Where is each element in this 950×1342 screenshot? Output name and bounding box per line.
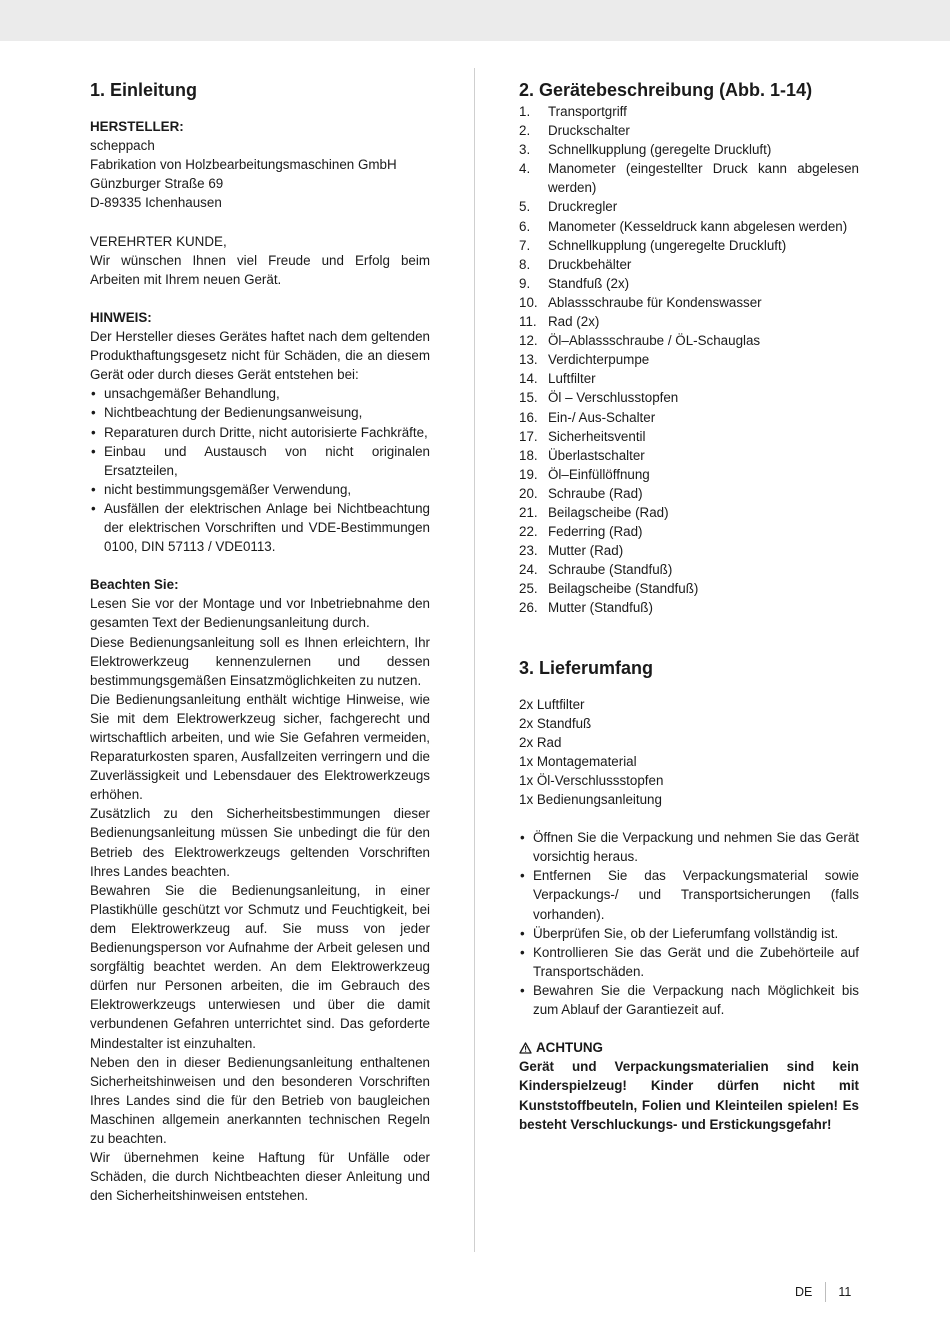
list-item: • Öffnen Sie die Verpackung und nehmen Sie das Gerät vorsichtig heraus. [520, 830, 859, 865]
list-item: 17. Sicherheitsventil [519, 428, 646, 444]
list-item: 2x Luftfilter [519, 696, 585, 712]
warning-text: Gerät und Verpackungsmaterialien sind kein Kinderspielzeug! Kinder dürfen nicht mit Kunststoffbeuteln, Folien und Kleinteilen spielen! Es besteht Verschluckungs- und Erstickungsgefahr! [519, 1059, 859, 1132]
language-code: DE [795, 1285, 813, 1299]
customer-text: Wir wünschen Ihnen viel Freude und Erfolg beim Arbeiten mit Ihrem neuen Gerät. [90, 252, 430, 287]
list-item: • Ausfällen der elektrischen Anlage bei Nichtbeachtung der elektrischen Vorschriften und VDE-Bestimmungen 0100, DIN 57113 / VDE0113. [91, 500, 430, 555]
paragraph: Bewahren Sie die Bedienungsanleitung, in einer Plastikhülle geschützt vor Schmutz und Feuchtigkeit, bei dem Elektrowerkzeug auf. Sie muss von jeder Bedienungsperson vor Aufnahme der Arbeit gelesen und sorgfältig beachtet werden. An dem Elektrowerkzeug dürfen nur Personen arbeiten, die im Gebrauch des Elektrowerkzeugs unterwiesen und über die damit verbundenen Gefahren unterrichtet sind. Das geforderte Mindestalter ist einzuhalten. [90, 882, 430, 1051]
warning-triangle-icon [519, 1042, 532, 1054]
manufacturer-block [90, 117, 430, 212]
list-item: 1x Öl-Verschlussstopfen [519, 772, 664, 788]
manufacturer-line: D-89335 Ichenhausen [90, 195, 222, 211]
parts-list [519, 102, 859, 618]
list-item: 4. Manometer (eingestellter Druck kann abgelesen werden) [519, 161, 859, 196]
list-item: 1. Transportgriff [519, 104, 627, 119]
top-bar [0, 0, 950, 41]
list-item: 23. Mutter (Rad) [519, 543, 624, 559]
list-item: • Entfernen Sie das Verpackungsmaterial sowie Verpackungs-/ und Transportsicherungen (falls vorhanden). [520, 868, 859, 922]
list-item: • Bewahren Sie die Verpackung nach Möglichkeit bis zum Ablauf der Garantiezeit auf. [520, 982, 859, 1018]
section-title-device-description: 2. Gerätebeschreibung (Abb. 1-14) [519, 80, 813, 100]
list-item: 3. Schnellkupplung (geregelte Druckluft) [519, 142, 772, 158]
list-item: 19. Öl–Einfüllöffnung [519, 466, 650, 482]
list-item: 24. Schraube (Standfuß) [519, 562, 673, 578]
section-title-delivery-scope: 3. Lieferumfang [519, 657, 654, 678]
list-item: 13. Verdichterpumpe [519, 352, 650, 368]
paragraph: Neben den in dieser Bedienungsanleitung enthaltenen Sicherheitshinweisen und den besonderen Vorschriften Ihres Landes sind die für den Betrieb von baugleichen Maschinen allgemein anerkannten technischen Regeln zu beachten. [90, 1054, 430, 1146]
list-item: 2. Druckschalter [519, 123, 630, 139]
notice-label: HINWEIS: [90, 309, 152, 325]
footer-separator [825, 1282, 826, 1302]
list-item: 5. Druckregler [519, 199, 618, 215]
list-item: • Reparaturen durch Dritte, nicht autorisierte Fachkräfte, [91, 424, 428, 440]
manufacturer-line: Fabrikation von Holzbearbeitungsmaschinen GmbH [90, 157, 397, 173]
list-item: 12. Öl–Ablassschraube / ÖL-Schauglas [519, 333, 761, 349]
warning-heading [519, 1038, 859, 1057]
list-item: 25. Beilagscheibe (Standfuß) [519, 581, 699, 597]
right-column [519, 78, 859, 1134]
paragraph: Die Bedienungsanleitung enthält wichtige Hinweise, wie Sie mit dem Elektrowerkzeug sicher, fachgerecht und wirtschaftlich arbeiten, und wie Sie Gefahren vermeiden, Reparaturkosten sparen, Ausfallzeiten verringern und die Zuverlässigkeit und Lebensdauer des Elektrowerkzeugs erhöhen. [90, 691, 430, 803]
customer-label: VEREHRTER KUNDE, [90, 233, 227, 249]
manufacturer-line: scheppach [90, 138, 155, 154]
list-item: • unsachgemäßer Behandlung, [91, 386, 280, 402]
left-column [90, 78, 430, 1205]
list-item: 9. Standfuß (2x) [519, 275, 630, 291]
list-item: 15. Öl – Verschlusstopfen [519, 390, 679, 406]
customer-block [90, 232, 430, 289]
list-item: 16. Ein-/ Aus-Schalter [519, 409, 656, 425]
list-item: • Überprüfen Sie, ob der Lieferumfang vollständig ist. [520, 925, 839, 941]
list-item: 22. Federring (Rad) [519, 524, 643, 540]
list-item: 1x Bedienungsanleitung [519, 792, 662, 807]
notice-block [90, 308, 430, 556]
section-title-introduction: 1. Einleitung [90, 80, 198, 100]
attention-block [90, 575, 430, 1205]
paragraph: Wir übernehmen keine Haftung für Unfälle oder Schäden, die durch Nichtbeachten dieser Anleitung und den Sicherheitshinweisen entstehen. [90, 1150, 430, 1204]
delivery-items [519, 695, 859, 810]
notice-text: Der Hersteller dieses Gerätes haftet nach dem geltenden Produkthaftungsgesetz nicht für Schäden, die an diesem Gerät oder durch dieses Gerät entstehen bei: [90, 329, 430, 383]
list-item: • Nichtbeachtung der Bedienungsanweisung, [91, 405, 363, 421]
list-item: 8. Druckbehälter [519, 256, 632, 272]
list-item: • Einbau und Austausch von nicht originalen Ersatzteilen, [91, 443, 430, 478]
attention-label: Beachten Sie: [90, 577, 179, 593]
manufacturer-label: HERSTELLER: [90, 119, 184, 134]
list-item: 6. Manometer (Kesseldruck kann abgelesen werden) [519, 218, 848, 234]
page-number: 11 [838, 1285, 852, 1299]
warning-block [519, 1038, 859, 1133]
page-footer [795, 1282, 851, 1302]
list-item: • nicht bestimmungsgemäßer Verwendung, [91, 481, 352, 497]
list-item: 14. Luftfilter [519, 371, 596, 387]
manufacturer-line: Günzburger Straße 69 [90, 176, 224, 192]
list-item: 2x Standfuß [519, 715, 592, 731]
delivery-bullet-list [519, 828, 859, 1019]
list-item: 26. Mutter (Standfuß) [519, 600, 653, 616]
paragraph: Lesen Sie vor der Montage und vor Inbetriebnahme den gesamten Text der Bedienungsanleitung durch. [90, 596, 430, 631]
paragraph: Zusätzlich zu den Sicherheitsbestimmungen dieser Bedienungsanleitung müssen Sie unbedingt die für den Betrieb des Elektrowerkzeugs geltenden Vorschriften Ihres Landes beachten. [90, 806, 430, 879]
list-item: 7. Schnellkupplung (ungeregelte Druckluft) [519, 237, 787, 253]
warning-label: ACHTUNG [536, 1040, 603, 1056]
list-item: • Kontrollieren Sie das Gerät und die Zubehörteile auf Transportschäden. [520, 944, 859, 979]
paragraph: Diese Bedienungsanleitung soll es Ihnen erleichtern, Ihr Elektrowerkzeug kennenzulernen und dessen bestimmungsgemäßen Einsatzmöglichkeiten zu nutzen. [90, 634, 430, 688]
list-item: 10. Ablassschraube für Kondenswasser [519, 294, 762, 310]
list-item: 18. Überlastschalter [519, 447, 645, 463]
list-item: 21. Beilagscheibe (Rad) [519, 504, 669, 520]
list-item: 2x Rad [519, 734, 562, 750]
column-divider [474, 68, 475, 1252]
notice-bullet-list [90, 384, 430, 556]
list-item: 11. Rad (2x) [519, 314, 600, 330]
list-item: 20. Schraube (Rad) [519, 485, 643, 501]
list-item: 1x Montagematerial [519, 753, 637, 769]
